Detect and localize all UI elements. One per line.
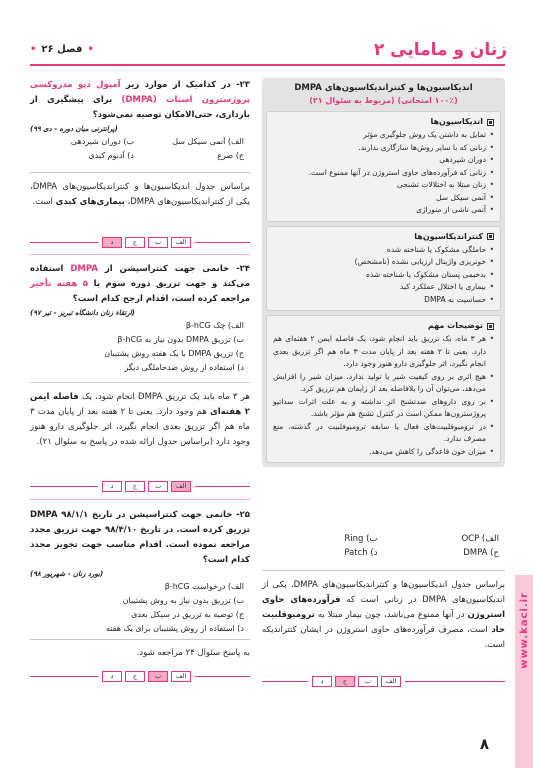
table-section-list [273,333,494,458]
bullet-dot-icon: • [87,44,94,55]
answer-choice-box: ج [125,481,145,492]
text-segment: ۵ هفته تأخیر [30,279,89,289]
answer-option: الف) چک β-hCG [185,321,244,330]
question-25-explanation [30,646,250,661]
answer-option: ج) DMPA [463,548,499,558]
answer-option: ب) تزریق DMPA بدون نیاز به β-hCG [117,335,244,344]
answer-choice-box-correct: الف [171,481,191,492]
answer-option: د) استفاده از روش پشتیبان برای یک هفته [105,624,244,633]
table-list-item: • تمایل به داشتن یک روش جلوگیری مؤثر [273,129,494,142]
table-list-item: • خونریزی واژینال ارزیابی نشده (نامشخص) [273,256,494,269]
answer-choice-box: ب [148,481,168,492]
answer-row [30,236,250,248]
table-title: اندیکاسیون‌ها و کنتراندیکاسیون‌های DMPA [294,83,473,93]
table-list-item: • آنمی سیکل سل [273,192,494,205]
table-section-list [273,244,494,307]
text-segment: به پاسخ سئوال ۲۴ مراجعه شود. [136,648,250,658]
answer-choice-boxes [102,481,191,492]
answer-option: د) آدنوم کبدی [88,151,134,160]
table-subtitle: (۱۰۰٪ امتحانی) (مربوط به سئوال ۲۱) [309,96,458,105]
table-list-item: • بیماری یا اختلال عملکرد کبد [273,281,494,294]
book-title: زنان و مامایی ۲ [368,38,507,62]
answer-row [262,675,505,687]
text-segment: در آنها ممنوع می‌باشد، چون بیمار مبتلا به [314,610,468,620]
table-section-heading-label: کنتراندیکاسیون‌ها [414,231,483,241]
checkbox-marker-icon [487,119,494,126]
table-list-item: • هر ۳ ماه، یک تزریق باید انجام شود، یک فاصله ایمن ۲ هفته‌ای هم دارد. یعنی تا ۲ هفته بعد از پایان مدت ۳ ماه هم اگر تزریق بعدی انجام نگیرد، اثر جلوگیری دارو هنوز وجود دارد. [273,333,494,371]
header-rule [30,64,505,66]
text-segment: ۲۵- خانمی جهت کنتراسپشن در تاریخ ۹۸/۱/۱ DMPA تزریق کرده است. در تاریخ ۹۸/۴/۱۰ جهت تزریق مجدد مراجعه نموده است. اقدام مناسب جهت تجویز مجدد کدام است؟ [30,510,251,565]
question-stem [30,508,250,568]
table-section-heading-label: توضیحات مهم [427,321,483,330]
separator [30,499,250,500]
table-section-heading [273,319,494,333]
question-source: (بورد زنان - شهریور ۹۸) [30,570,104,578]
answer-choice-box-correct: د [102,237,122,248]
separator [262,570,505,571]
answer-row-rule [262,681,308,682]
separator [30,254,250,255]
question-stem [30,262,250,307]
answer-choice-box: ج [125,237,145,248]
text-segment: فاصله ایمن ۲ هفته‌ای [30,392,250,417]
question-25 [30,508,250,636]
text-segment: ترومبوفلبیت حاد [262,610,505,635]
checkbox-marker-icon [487,233,494,240]
table-section-heading [273,115,494,129]
answer-choice-boxes [102,671,191,682]
answer-choice-box: الف [171,671,191,682]
answer-choice-box: د [102,481,122,492]
table-section [266,226,501,312]
table-list-item: • آنمی ناشی از منوراژی [273,204,494,217]
answer-option: ج) صرع [217,151,244,160]
answer-row-rule [30,676,98,677]
table-section-list [273,129,494,217]
text-segment: هر ۳ ماه باید یک تزریق DMPA انجام شود، یک [78,392,250,402]
answer-option: ج) توصیه به تزریق در سیکل بعدی [131,610,244,619]
text-segment: بیماری‌های کبدی [55,197,125,207]
table-list-item: • زنانی که با سایر روش‌ها سازگاری ندارند. [273,142,494,155]
question-source: (ارتقاء زنان دانشگاه تبریز - تیر ۹۷) [30,309,135,317]
text-segment: ۲۳- در کدامیک از موارد زیر [120,80,250,90]
question-options [30,319,250,375]
answer-row-rule [30,486,98,487]
table-list-item: • بدخیمی پستان مشکوک یا شناخته شده [273,269,494,282]
question-options [30,580,250,636]
answer-option: الف) درخواست β-hCG [164,582,244,591]
answer-row-rule [405,681,505,682]
table-section [266,111,501,222]
text-segment: مراجعه کرده است، اقدام ارجح کدام است؟ [72,294,250,304]
answer-option: د) استفاده از روش ضدحاملگی دیگر [124,363,244,372]
question-21-explanation [262,578,505,653]
separator [30,382,250,383]
answer-choice-box-correct: ج [335,676,355,687]
dmpa-table-box [262,78,505,467]
answer-choice-box-correct: ب [148,671,168,682]
answer-choice-box: د [102,671,122,682]
question-24 [30,262,250,375]
text-segment: براساس جدول اندیکاسیون‌ها و کنتراندیکاسیون‌های DMPA، یکی از کنتراندیکاسیون‌های DMPA، [30,182,250,207]
chapter-text: فصل ۲۶ [41,44,83,55]
text-segment: فرآورده‌های حاوی استروژن [262,595,505,620]
table-list-item: • حساسیت به DMPA [273,294,494,307]
answer-choice-box: ب [358,676,378,687]
table-sections [266,111,501,463]
table-section [266,315,501,463]
table-section-heading-label: اندیکاسیون‌ها [430,117,483,126]
text-segment: است، مصرف فرآورده‌های حاوی استروژن در ایشان کنتراندیکه است. [262,625,505,650]
table-list-item: • حاملگی مشکوک یا شناخته شده [273,244,494,257]
text-segment: است. [32,197,56,207]
table-list-item: • زنانی که فرآورده‌های حاوی استروژن در آنها ممنوع است. [273,167,494,180]
answer-option: د) Patch [344,548,378,558]
question-source: (پرانترنی میان دوره - دی ۹۹) [30,125,118,133]
text-segment: استفاده می‌کند و جهت تزریق دوره سوم با [30,264,250,289]
separator [30,172,250,173]
bullet-dot-icon: • [30,44,37,55]
answer-choice-box: ب [148,237,168,248]
answer-choice-boxes [312,676,401,687]
text-segment: ۲۴- خانمی جهت کنتراسپشن از [97,264,250,274]
answer-choice-box: ج [125,671,145,682]
site-url[interactable]: www.kaci.ir [519,592,530,669]
question-options [30,135,250,163]
text-segment: برای پیشگیری از بارداری، حتی‌الامکان توصیه نمی‌شود؟ [30,95,250,120]
table-list-item: • میزان خون قاعدگی را کاهش می‌دهد. [273,446,494,459]
chapter-label [30,43,94,57]
answer-choice-box: د [312,676,332,687]
table-list-item: • هیچ اثری بر روی کیفیت شیر یا تولید ندارد، میزان شیر را افزایش می‌دهد، می‌توان آن را بلافاصله بعد از زایمان هم تزریق کرد. [273,371,494,396]
answer-row-rule [195,486,250,487]
table-list-item: • زنان مبتلا به اختلالات تشنجی [273,179,494,192]
answer-choice-boxes [102,237,191,248]
answer-row-rule [195,676,250,677]
answer-option: الف) OCP [461,534,499,544]
table-list-item: • در ترومبوفلبیت‌های فعال یا سابقه ترومبوفلبیت در گذشته، منع مصرف ندارد. [273,421,494,446]
answer-choice-box: الف [171,237,191,248]
question-24-explanation [30,390,250,450]
table-section-heading [273,230,494,244]
question-stem [30,78,250,123]
table-list-item: • بر روی داروهای ضدتشنج اثر نداشته و به علت اثرات سداتیو پروژسترون‌ها ممکن است در کنترل تشنج هم مؤثر باشد. [273,396,494,421]
answer-row [30,670,250,682]
answer-option: ب) Ring [344,534,378,544]
question-23-explanation [30,180,250,210]
answer-option: ج) تزریق DMPA با یک هفته روش پشتیبان [104,349,244,358]
checkbox-marker-icon [487,323,494,330]
answer-choice-box: الف [381,676,401,687]
answer-row-rule [30,242,98,243]
answer-row [30,480,250,492]
text-segment: آمپول دپو مدروکسی پروژسترون استات (DMPA) [30,80,250,105]
answer-option: ب) تزریق بدون نیاز به روش پشتیبان [122,596,244,605]
separator [30,639,250,640]
table-list-item: • دوران شیردهی [273,154,494,167]
answer-option: الف) آنمی سیکل سل [172,137,244,146]
answer-row-rule [195,242,250,243]
question-23 [30,78,250,163]
text-segment: هم وجود دارد. یعنی تا ۲ هفته بعد از پایان مدت ۳ ماه هم اگر تزریق بعدی انجام نگیرد، اثر جلوگیری دارو هنوز وجود دارد (براساس جدول ارائه شده در پاسخ به سئوال ۲۱). [30,407,250,447]
page-number: ۸ [479,735,489,753]
question-21-options [262,532,505,560]
answer-option: ب) دوران شیردهی [70,137,134,146]
text-segment: DMPA [70,264,98,274]
text-segment: براساس جدول اندیکاسیون‌ها و کنتراندیکاسیون‌های DMPA، یکی از اندیکاسیون‌های DMPA در زنانی است که [262,580,505,605]
